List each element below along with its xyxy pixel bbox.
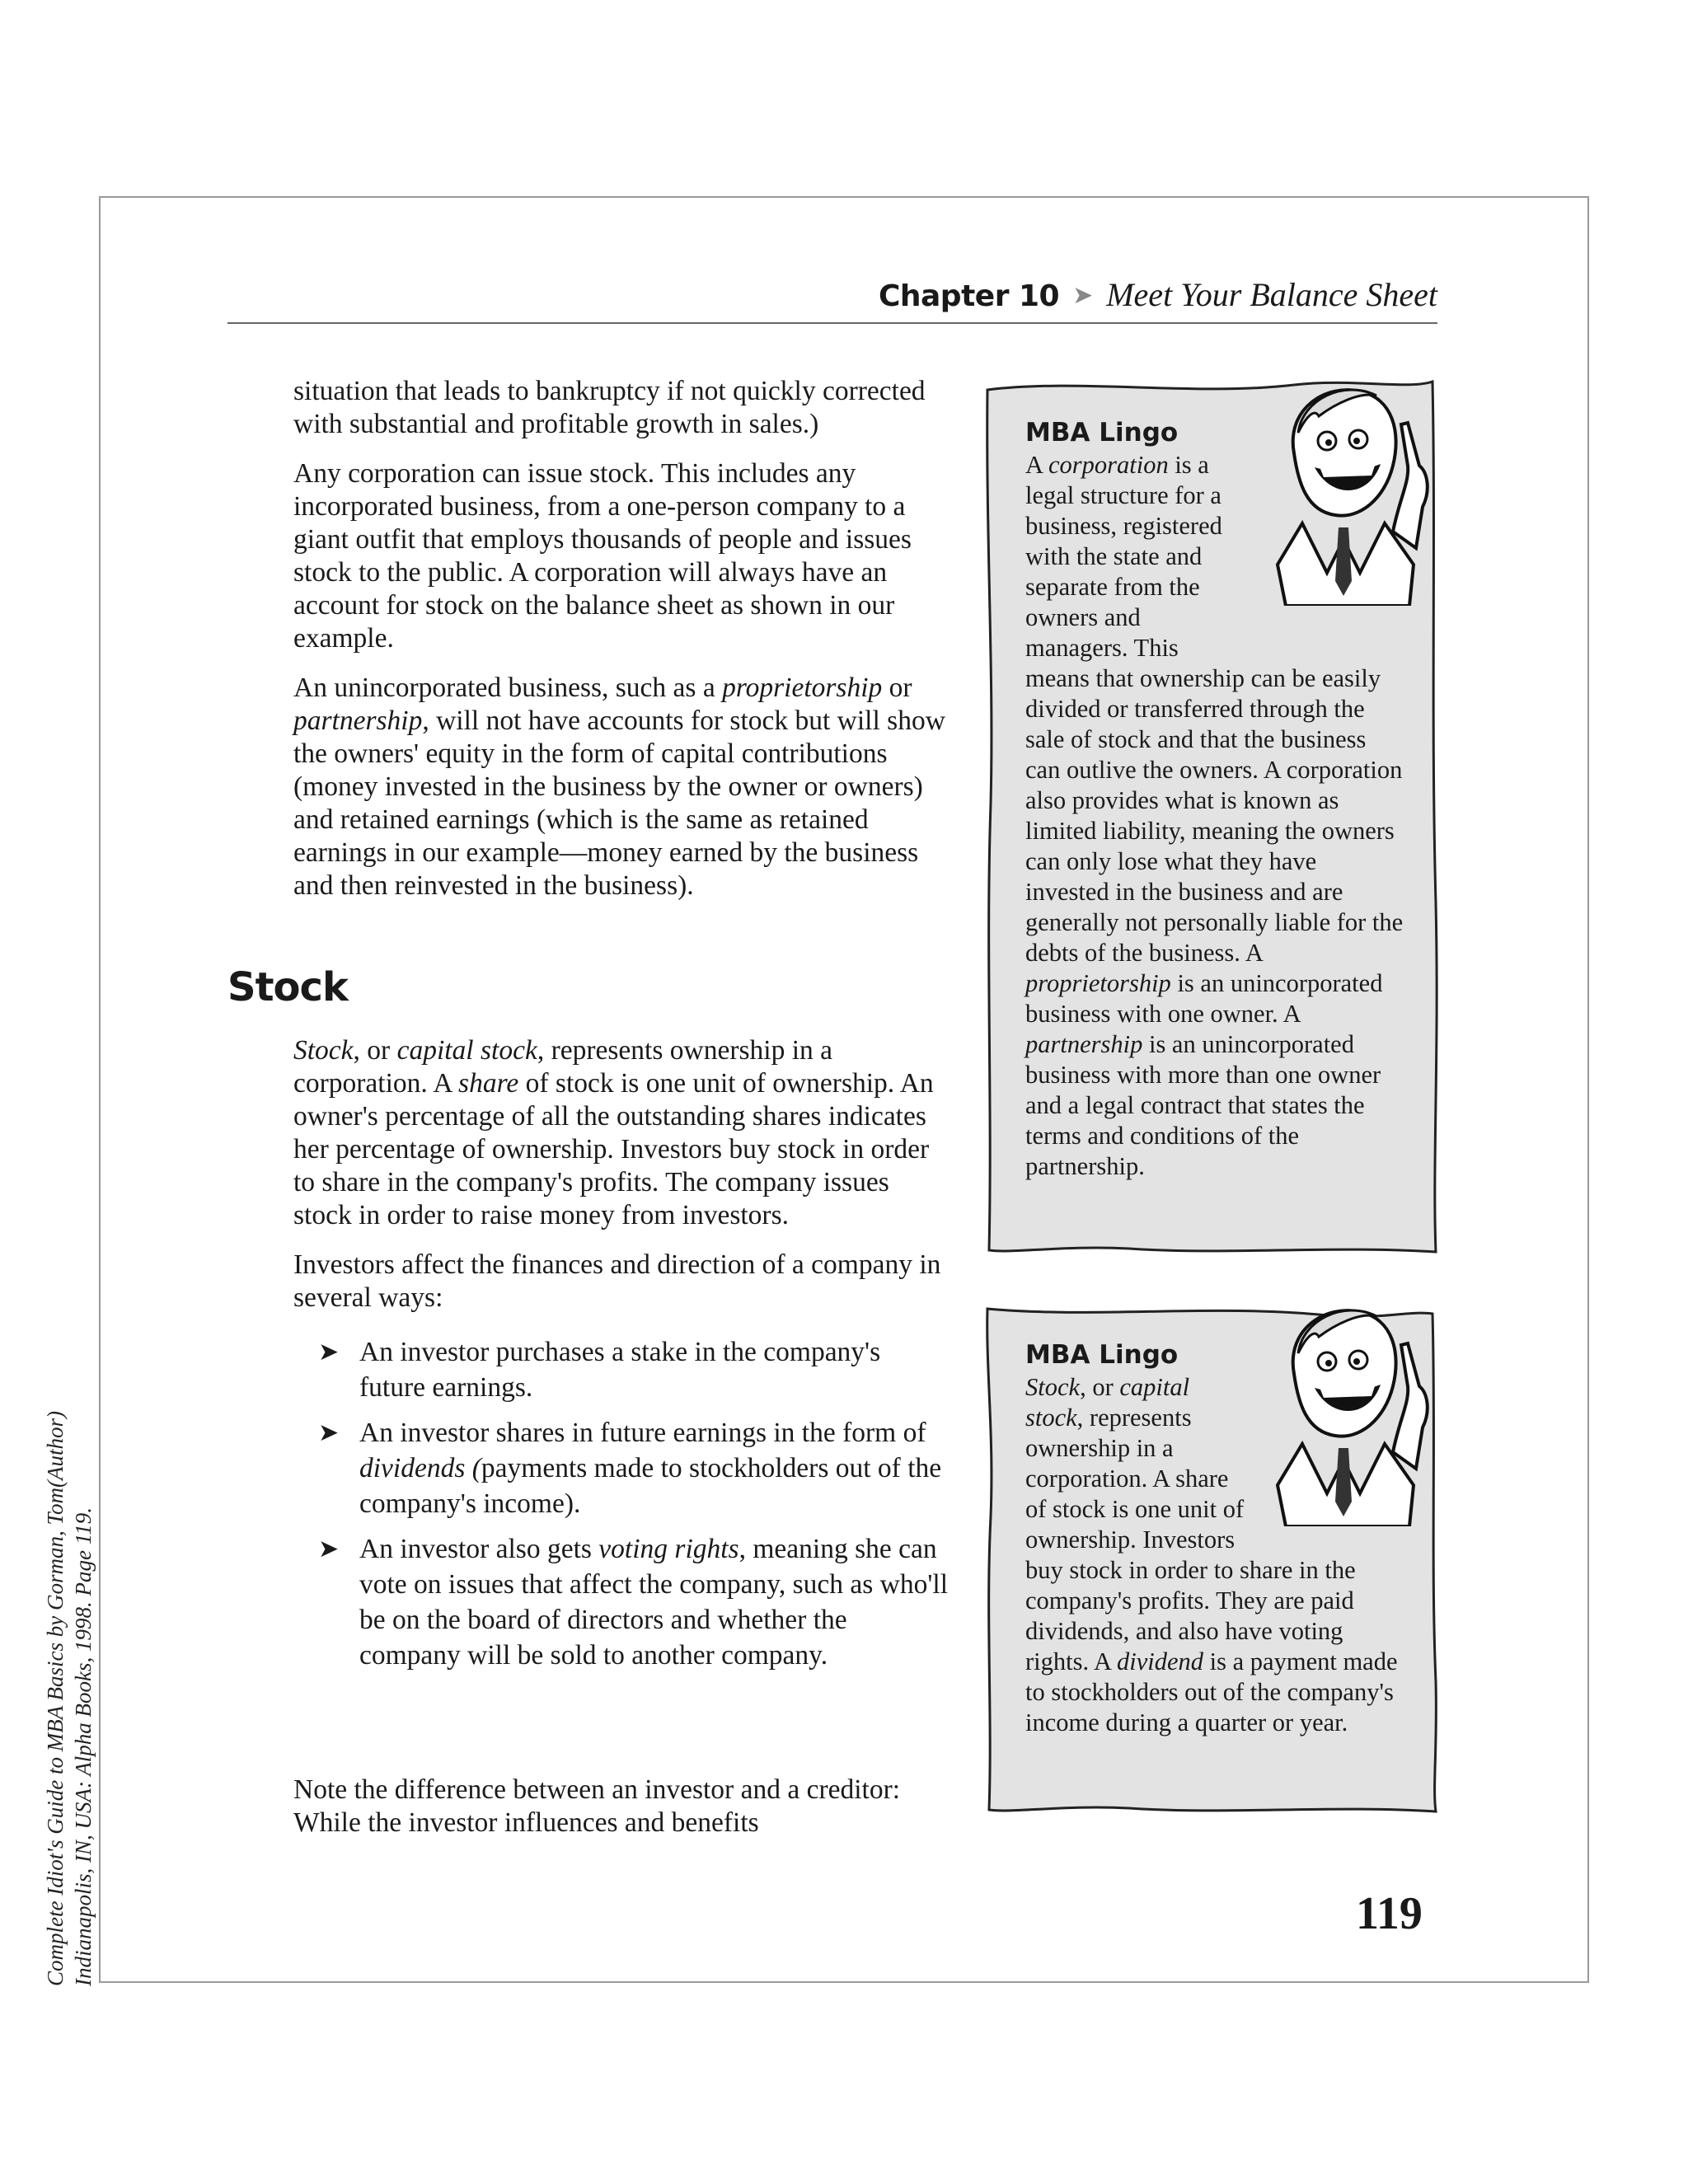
bullet-arrow-icon: ➤ (318, 1338, 340, 1366)
paragraph-closing: Note the difference between an investor and a creditor: While the investor influences and benefits (293, 1774, 901, 1838)
page-number: 119 (1356, 1888, 1423, 1939)
section-heading-stock: Stock (227, 964, 348, 1010)
list-item: ➤ An investor shares in future earnings in the form of dividends (payments made to stockholders out of the company's income). (293, 1415, 953, 1521)
paragraph: An unincorporated business, such as a proprietorship or partnership, will not have accounts for stock but will show the owners' equity in the form of capital contributions (money invested in the business by the owner or owners) and retained earnings (which is the same as retained earnings in our example—money earned by the business and then reinvested in the business). (293, 673, 945, 901)
bullet-list (293, 1334, 953, 1673)
bullet-arrow-icon: ➤ (318, 1535, 340, 1563)
side-citation (41, 1393, 97, 1986)
sidebar-definition: Stock, or capital stock, represents ownership in a corporation. A share of stock is one unit of ownership. Investors buy stock in order to share in the company's profits. They are paid dividends, and also have voting rights. A dividend is a payment made to stockholders out of the company's income during a quarter or year. (1025, 1373, 1398, 1736)
citation-line-1: Complete Idiot's Guide to MBA Basics by Gorman, Tom(Author) (43, 1411, 68, 1986)
sidebar-title: MBA Lingo (1025, 1340, 1179, 1370)
sidebar-text (1025, 418, 1404, 1182)
sidebar-mba-lingo-corporation (981, 375, 1442, 1257)
sidebar-text (1025, 1340, 1404, 1738)
main-column (293, 375, 953, 919)
list-item: ➤ An investor purchases a stake in the company's future earnings. (293, 1334, 953, 1405)
stock-section (293, 1034, 953, 1683)
chapter-label: Chapter 10 (878, 279, 1060, 313)
paragraph: situation that leads to bankruptcy if not quickly corrected with substantial and profitable growth in sales.) (293, 376, 926, 439)
running-head (227, 268, 1437, 324)
sidebar-title: MBA Lingo (1025, 418, 1179, 448)
paragraph: Any corporation can issue stock. This includes any incorporated business, from a one-person company to a giant outfit that employs thousands of people and issues stock to the public. A corporation will always have an account for stock on the balance sheet as shown in our example. (293, 458, 912, 654)
sidebar-mba-lingo-stock (981, 1302, 1442, 1817)
sidebar-definition: A corporation is a legal structure for a business, registered with the state and separate from the owners and managers. This means that ownership can be easily divided or transferred through the sale of stock and that the business can outlive the owners. A corporation also provides what is known as limited liability, meaning the owners can only lose what they have invested in the business and are generally not personally liable for the debts of the business. A proprietorship is an unincorporated business with one owner. A partnership is an unincorporated business with more than one owner and a legal contract that states the terms and conditions of the partnership. (1025, 451, 1404, 1180)
list-item: ➤ An investor also gets voting rights, meaning she can vote on issues that affect the company, such as who'll be on the board of directors and whether the company will be sold to another company. (293, 1531, 953, 1673)
citation-line-2: Indianapolis, IN, USA: Alpha Books, 1998. Page 119. (71, 1507, 96, 1986)
bullet-arrow-icon: ➤ (318, 1418, 340, 1447)
arrow-icon: ➤ (1072, 282, 1094, 309)
chapter-title: Meet Your Balance Sheet (1106, 276, 1437, 313)
paragraph: Investors affect the finances and direction of a company in several ways: (293, 1249, 941, 1313)
paragraph: Stock, or capital stock, represents ownership in a corporation. A share of stock is one unit of ownership. An owner's percentage of all the outstanding shares indicates her percentage of ownership. Investors buy stock in order to share in the company's profits. The company issues stock in order to raise money from investors. (293, 1035, 934, 1230)
